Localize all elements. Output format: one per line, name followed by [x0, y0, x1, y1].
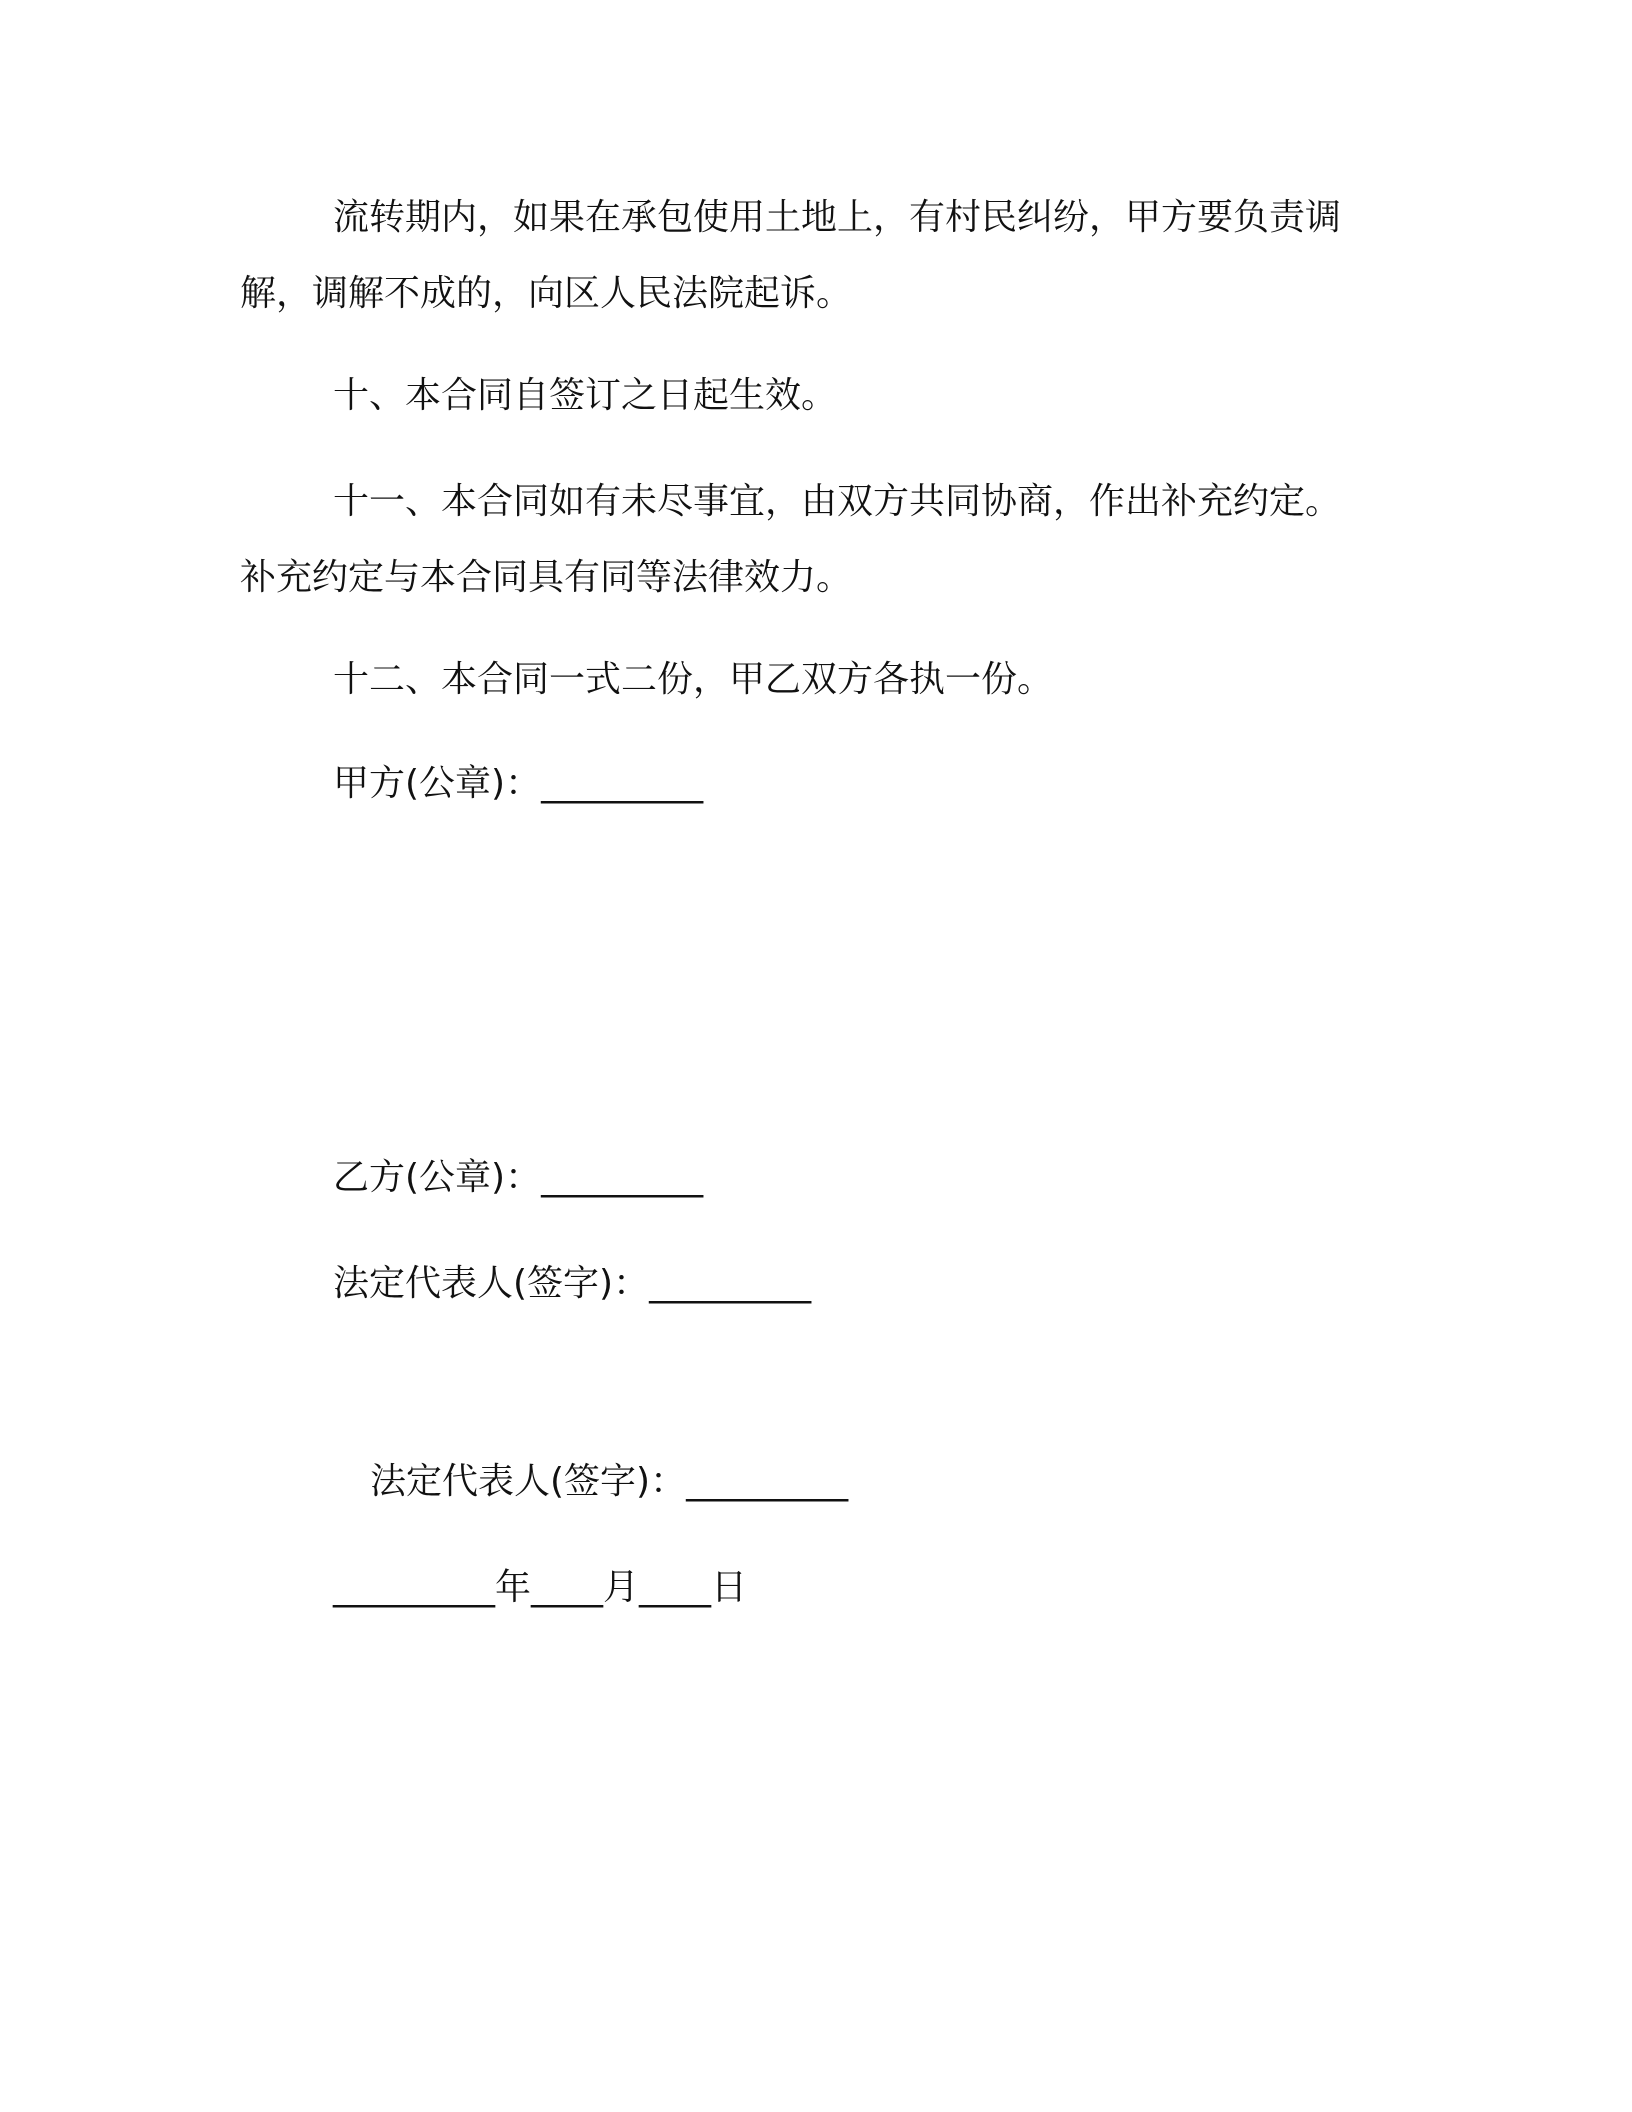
party-a-seal-line: 甲方(公章)：_________ — [333, 763, 704, 804]
legal-representative-signature-line-2: 法定代表人(签字)：_________ — [370, 1461, 849, 1502]
paragraph-dispute-line-2: 解，调解不成的，向区人民法院起诉。 — [240, 273, 853, 314]
clause-twelve: 十二、本合同一式二份，甲乙双方各执一份。 — [333, 659, 1054, 700]
legal-representative-signature-line-1: 法定代表人(签字)：_________ — [333, 1263, 812, 1304]
clause-ten: 十、本合同自签订之日起生效。 — [333, 375, 838, 416]
clause-eleven-line-1: 十一、本合同如有未尽事宜，由双方共同协商，作出补充约定。 — [333, 481, 1342, 522]
paragraph-dispute-line-1: 流转期内，如果在承包使用土地上，有村民纠纷，甲方要负责调 — [333, 197, 1342, 238]
clause-eleven-line-2: 补充约定与本合同具有同等法律效力。 — [240, 557, 853, 598]
date-line: _________年____月____日 — [333, 1567, 747, 1608]
party-b-seal-line: 乙方(公章)：_________ — [333, 1157, 704, 1198]
